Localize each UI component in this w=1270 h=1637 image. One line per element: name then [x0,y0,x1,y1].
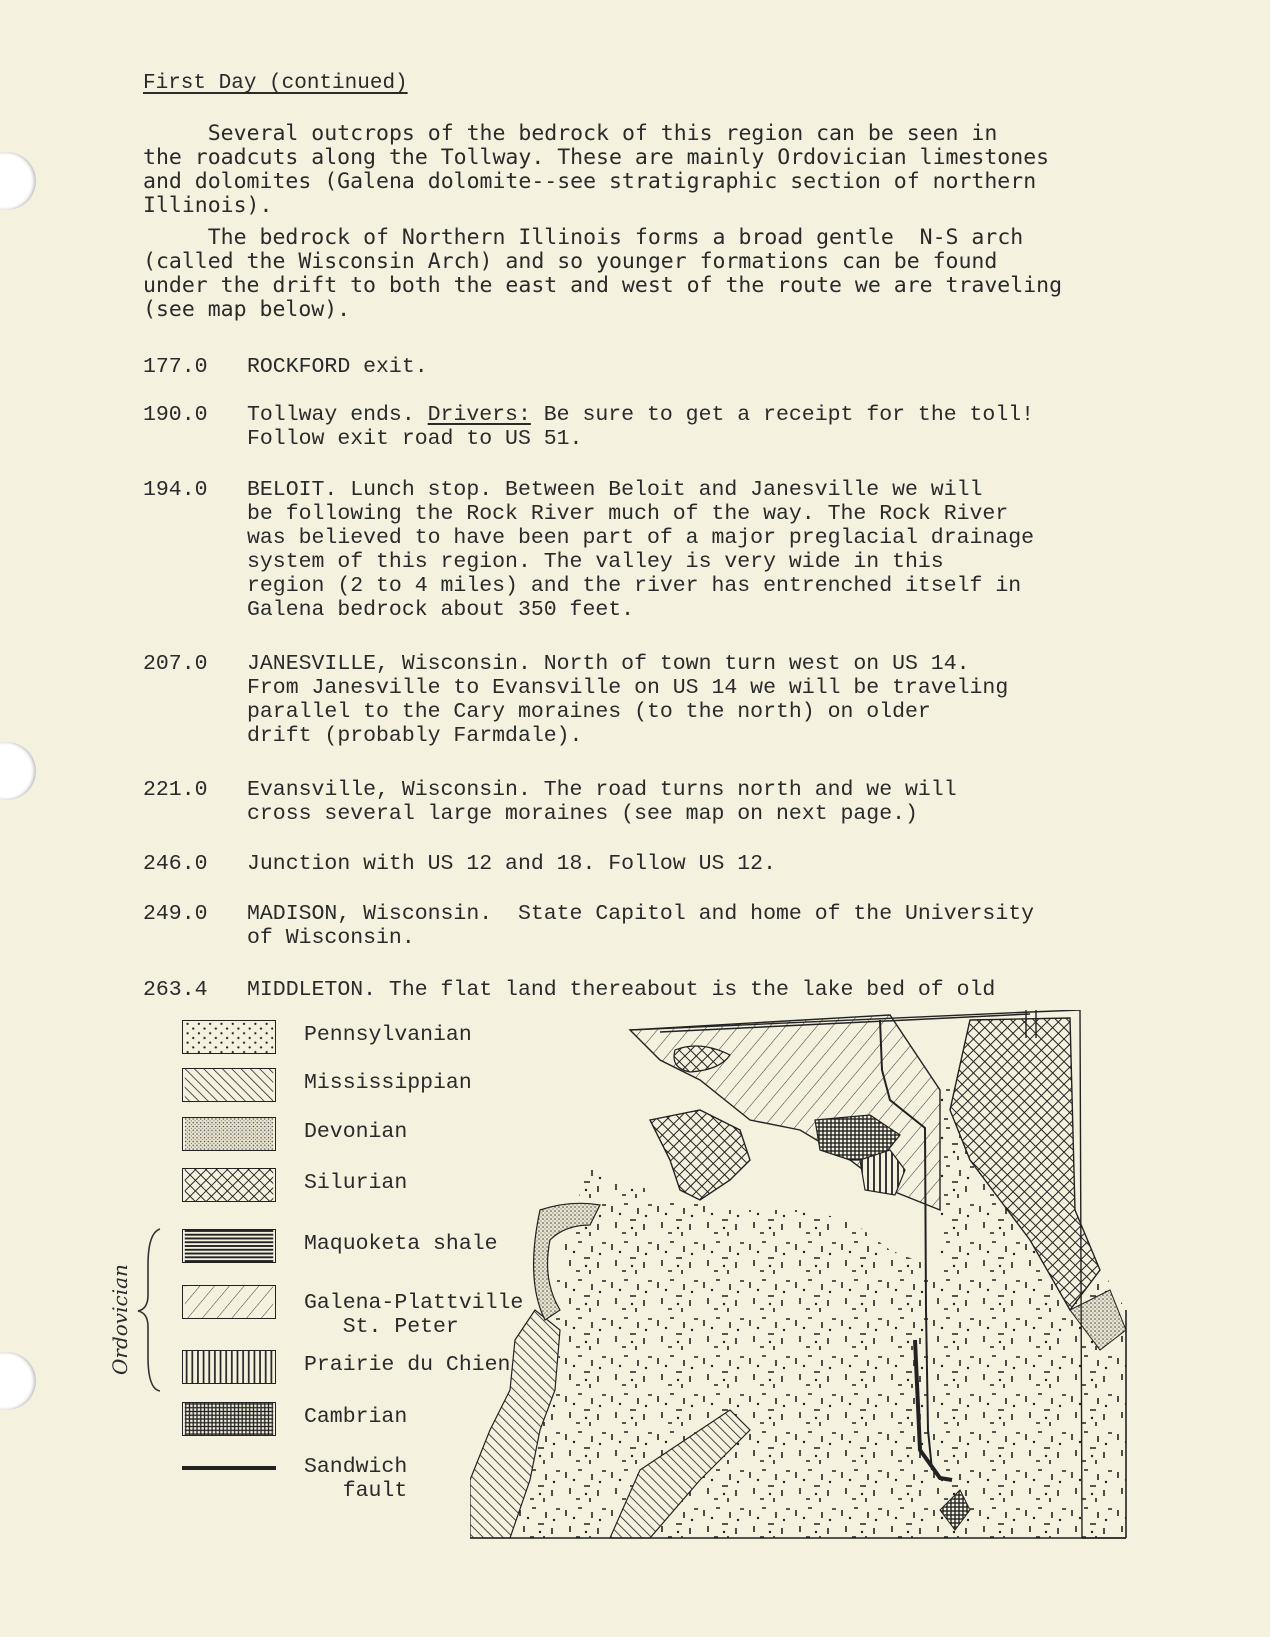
sandwich-fault-swatch [182,1462,276,1474]
maquoketa-swatch [182,1229,276,1263]
prairie-du-chien-swatch [182,1350,276,1384]
drivers-emphasis: Drivers: [427,403,531,427]
legend-label: Silurian [304,1171,408,1195]
mileage: 194.0 [143,478,208,502]
cambrian-swatch [182,1402,276,1436]
log-text-rest: Be sure to get a receipt for the toll! Follow exit road to US 51. [247,403,1035,451]
log-text: JANESVILLE, Wisconsin. North of town turn west on US 14. From Janesville to Evansville on US 14 we will be traveling parallel to the Cary moraines (to the north) on older drift (probably Farmdale). [247,652,1009,748]
mileage: 246.0 [143,852,208,876]
silurian-swatch [182,1168,276,1202]
log-text: MADISON, Wisconsin. State Capitol and home of the University of Wisconsin. [247,902,1035,950]
mileage: 207.0 [143,652,208,676]
legend-label: Maquoketa shale [304,1232,498,1256]
legend-label: Sandwich fault [304,1455,408,1503]
mississippian-swatch [182,1068,276,1102]
mileage: 263.4 [143,978,208,1002]
devonian-swatch [182,1117,276,1151]
page-title: First Day (continued) [143,72,408,95]
log-text: Evansville, Wisconsin. The road turns north and we will cross several large moraines (see map on next page.) [247,778,957,826]
log-text [247,403,1207,451]
bedrock-geology-map [470,1010,1128,1540]
mileage: 177.0 [143,355,208,379]
punch-hole-bottom [0,1352,36,1410]
log-text: ROCKFORD exit. [247,355,428,379]
legend-label: Prairie du Chien [304,1353,511,1377]
legend-label: Devonian [304,1120,408,1144]
legend-label: Cambrian [304,1405,408,1429]
galena-plattville-swatch [182,1285,276,1319]
legend-label: Mississippian [304,1071,472,1095]
mileage: 190.0 [143,403,208,427]
mileage: 221.0 [143,778,208,802]
log-text: Junction with US 12 and 18. Follow US 12. [247,852,776,876]
legend-label: Galena-Plattville St. Peter [304,1291,524,1339]
log-text: MIDDLETON. The flat land thereabout is the lake bed of old [247,978,996,1002]
legend-label: Pennsylvanian [304,1023,472,1047]
mileage: 249.0 [143,902,208,926]
ordovician-group-label: Ordovician [108,1264,132,1375]
ordovician-brace [130,1225,170,1395]
pennsylvanian-swatch [182,1020,276,1054]
intro-paragraph-1: Several outcrops of the bedrock of this region can be seen in the roadcuts along the Tollway. These are mainly Ordovician limestones and dolomites (Galena dolomite--see stratigraphic section of northern Illinois). [143,121,1050,218]
log-text-lead: Tollway ends. [247,403,428,427]
punch-hole-middle [0,742,36,800]
intro-paragraph-2: The bedrock of Northern Illinois forms a broad gentle N-S arch (called the Wisconsin Arch) and so younger formations can be found under the drift to both the east and west of the route we are traveling (see map below). [143,225,1063,322]
log-text: BELOIT. Lunch stop. Between Beloit and Janesville we will be following the Rock River much of the way. The Rock River was believed to have been part of a major preglacial drainage system of this region. The valley is very wide in this region (2 to 4 miles) and the river has entrenched itself in Galena bedrock about 350 feet. [247,478,1035,622]
punch-hole-top [0,152,36,210]
